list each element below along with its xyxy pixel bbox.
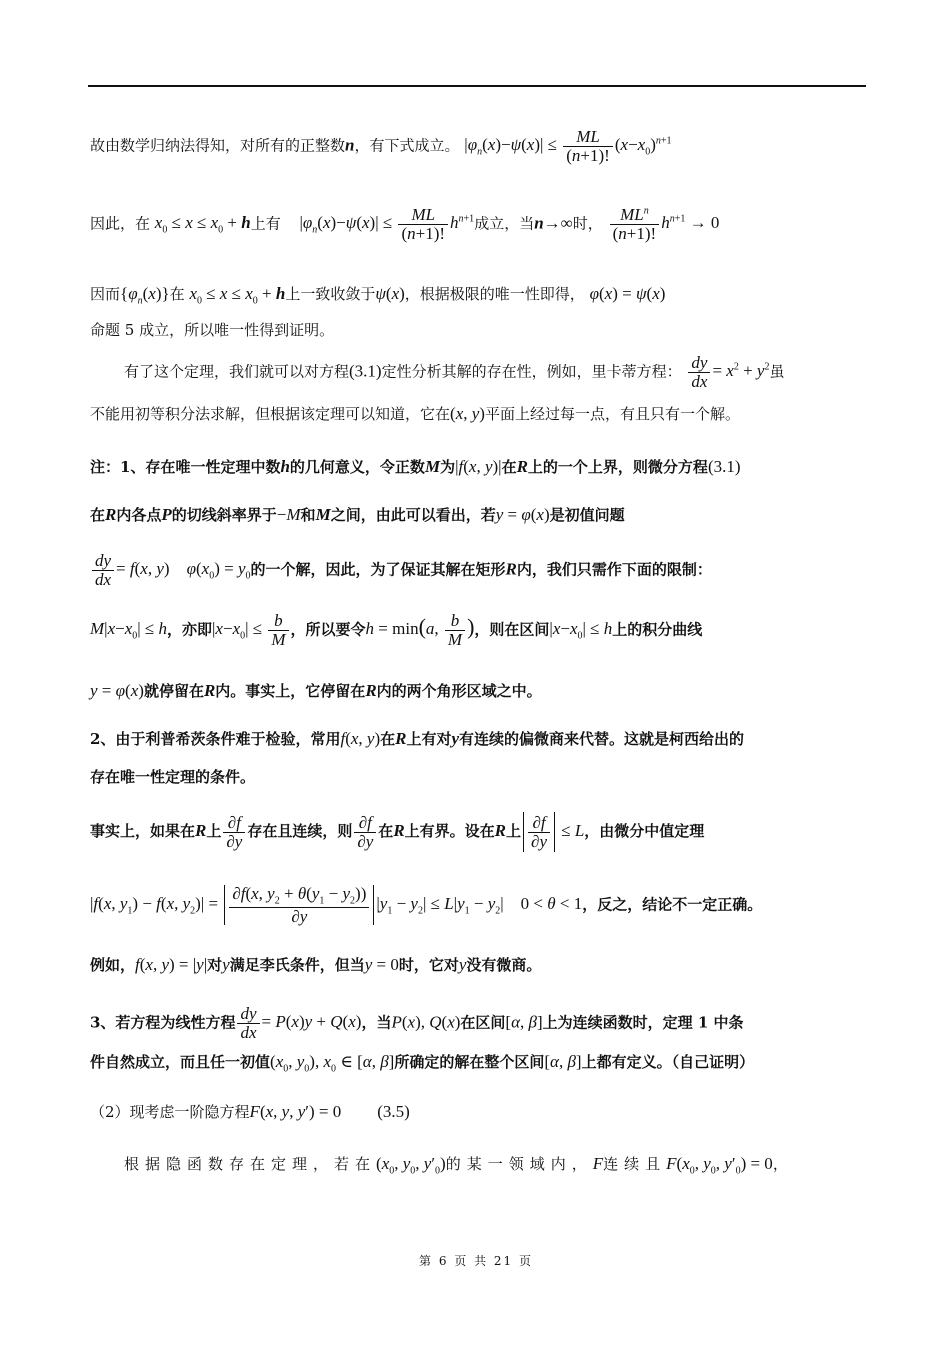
text-span: 的几何意义，令正数 bbox=[289, 458, 425, 476]
text-span: ，当 bbox=[361, 1013, 392, 1032]
text-line-3 bbox=[90, 282, 865, 313]
math-n: n bbox=[345, 135, 355, 155]
text-span: 存在唯一性定理的条件。 bbox=[90, 768, 256, 786]
text-span: 所确定的解在整个区间 bbox=[394, 1053, 545, 1071]
text-span: 根据隐函数存在定理，若在 bbox=[124, 1155, 377, 1173]
note-line-5: y = φ(x)就停留在R内。事实上，它停留在R内的两个角形区域之中。 bbox=[90, 681, 542, 700]
text-span: （2）现考虑一阶隐方程 bbox=[90, 1103, 250, 1121]
text-span: 件自然成立，而且任一初值 bbox=[90, 1053, 271, 1071]
text-span: ，由微分中值定理 bbox=[584, 821, 705, 840]
fact-line: 事实上，如果在R上 $\frac{\partial f}{\partial y}$ 存在且连续，则 $\frac{\partial f}{\partial y}$ 在R上有界。设在R上 $\frac{\partial f}{\partial y}$ ≤ L，由微分中值定理 bbox=[90, 812, 705, 851]
text-span: 对 bbox=[207, 956, 223, 974]
text-span: 是初值问题 bbox=[549, 506, 625, 524]
math-bound-formula: $|\varphi_n(x)-\psi(x)|$ ≤ $\frac{ML}{(n+1)!}$ $(x-x_0)^{n+1}$ bbox=[464, 127, 672, 165]
text-span: 命题 5 成立，所以唯一性得到证明。 bbox=[90, 321, 335, 339]
text-span: 上有界。设在 bbox=[404, 821, 495, 840]
text-span: 在 bbox=[380, 730, 396, 748]
text-span: 因而 bbox=[90, 285, 121, 303]
text-line-last: 根据隐函数存在定理，若在($x_0$, $y_0$, $y'_0$)的某一领域内，F连续且$F(x_0$, $y_0$, $y'_0) = 0$， bbox=[124, 1154, 794, 1177]
math-interval: $x_0 \le x \le x_0 + h$ bbox=[154, 213, 251, 236]
text-line-4 bbox=[90, 318, 865, 342]
equation-ref: (3.1) bbox=[349, 361, 382, 381]
text-span: 内。事实上，它停留在 bbox=[215, 682, 366, 700]
text-span: 虽 bbox=[769, 362, 785, 381]
text-span: 上 bbox=[506, 821, 522, 840]
text-span: 上一致收敛于 bbox=[285, 285, 376, 303]
note-line-4: $M|x-x_0| \le h$，亦即$|x-x_0|$ ≤ $\frac{b}{M}$ ，所以要令h = min(a, $\frac{b}{M}$ )，则在区间$|x-x_0| \le h$上的积分曲线 bbox=[90, 611, 703, 649]
text-span: 内各点 bbox=[116, 506, 162, 524]
text-span: 上有对 bbox=[406, 730, 452, 748]
text-span: 定性分析其解的存在性，例如，里卡蒂方程： bbox=[381, 362, 682, 381]
text-span: 上都有定义。（自己证明） bbox=[581, 1053, 755, 1071]
math-psi: ψ(x) bbox=[375, 284, 405, 303]
text-span: ，所以要令 bbox=[290, 620, 366, 639]
text-span: 在 bbox=[90, 506, 106, 524]
text-span: 成立，当 bbox=[474, 214, 535, 233]
text-span: ，有下式成立。 bbox=[354, 136, 460, 155]
text-span: 因此，在 bbox=[90, 214, 151, 233]
text-span: 不能用初等积分法求解，但根据该定理可以知道，它在 bbox=[90, 405, 451, 423]
mean-value-line: |f(x, $y_1) - f(x$, $y_2)|$ = $\frac{\partial f(x, y_2 + \theta(y_1 - y_2))}{\partial y}$ $|y_1 - y_2| \le L|y_1 - y_2|$ 0 < θ < 1，反之，结论不一定正确。 bbox=[90, 884, 763, 926]
text-span: ，反之，结论不一定正确。 bbox=[582, 895, 763, 914]
math-xy: (x, y) bbox=[450, 404, 485, 423]
page-footer: 第 6 页 共 21 页 bbox=[419, 1254, 533, 1268]
text-span: 在 bbox=[378, 821, 394, 840]
point-3-line-1: 3、若方程为线性方程 $\frac{dy}{dx}$ = P(x)y + Q(x)，当P(x), Q(x)在区间[α, β]上为连续函数时，定理 1 中条 bbox=[90, 1004, 744, 1042]
text-span: 和 bbox=[300, 506, 316, 524]
math-ivp: $\frac{dy}{dx}$ = f(x, y) $\varphi(x_0) = y_0$ bbox=[90, 559, 250, 578]
text-span: ， bbox=[772, 1155, 794, 1173]
text-span: 事实上，如果在 bbox=[90, 821, 196, 840]
implicit-line: （2）现考虑一阶隐方程F(x, y, y′) = 0 (3.5) bbox=[90, 1102, 410, 1121]
note-line-2: 在R内各点P的切线斜率界于−M和M之间，由此可以看出，若y = φ(x)是初值问题 bbox=[90, 505, 625, 524]
text-span: ，亦即 bbox=[167, 620, 213, 639]
text-span: 内，我们只需作下面的限制： bbox=[516, 560, 712, 579]
text-span: 时，它对 bbox=[398, 956, 459, 974]
text-span: 没有微商。 bbox=[466, 956, 542, 974]
text-span: 有了这个定理，我们就可以对方程 bbox=[124, 362, 350, 381]
text-span: 满足李氏条件，但当 bbox=[229, 956, 365, 974]
math-interval-3: $x_0 \le x \le x_0 + h$ bbox=[189, 284, 286, 307]
text-line-5 bbox=[124, 354, 864, 391]
text-span: 之间，由此可以看出，若 bbox=[330, 506, 496, 524]
point-2-line-1: 2、由于利普希茨条件难于检验，常用f(x, y)在R上有对y有连续的偏微商来代替。这就是柯西给出的 bbox=[90, 729, 745, 748]
point-3-line-2: 件自然成立，而且任一初值($x_0$, $y_0$), $x_0$ ∈ [α, β]所确定的解在整个区间[α, β]上都有定义。（自己证明） bbox=[90, 1052, 755, 1075]
text-span: 3、若方程为线性方程 bbox=[90, 1013, 236, 1032]
text-line-6 bbox=[90, 402, 865, 426]
text-line-2 bbox=[90, 206, 865, 243]
text-span: 内的两个角形区域之中。 bbox=[376, 682, 542, 700]
math-sequence: $\{\varphi_n(x)\}$ bbox=[120, 284, 170, 307]
text-span: 上的积分曲线 bbox=[612, 620, 703, 639]
math-riccati: $\frac{dy}{dx}$ = $x^2 + y^2$ bbox=[686, 361, 769, 380]
text-span: 在 bbox=[169, 285, 185, 303]
text-span: 存在且连续，则 bbox=[247, 821, 353, 840]
text-span: 的一个解，因此，为了保证其解在矩形 bbox=[250, 560, 506, 579]
text-span: 上 bbox=[206, 821, 222, 840]
text-span: ，则在区间 bbox=[474, 620, 550, 639]
text-span: 有连续的偏微商来代替。这就是柯西给出的 bbox=[459, 730, 745, 748]
text-line-1 bbox=[90, 128, 865, 165]
text-span: 上为连续函数时，定理 1 中条 bbox=[542, 1013, 744, 1032]
math-bound-2: $|\varphi_n(x)-\psi(x)|$ ≤ $\frac{ML}{(n+1)!}$ $h^{n+1}$ bbox=[299, 205, 475, 243]
note-line-3: $\frac{dy}{dx}$ = f(x, y) $\varphi(x_0) = y_0$的一个解，因此，为了保证其解在矩形R内，我们只需作下面的限制： bbox=[90, 552, 865, 589]
text-span: 在 bbox=[501, 458, 517, 476]
example-line: 例如，f(x, y) = |y|对y满足李氏条件，但当y = 0时，它对y没有微商。 bbox=[90, 955, 542, 974]
text-span: 2、由于利普希茨条件难于检验，常用 bbox=[90, 730, 341, 748]
text-span: 时， bbox=[572, 214, 603, 233]
math-equality: φ(x) = ψ(x) bbox=[589, 284, 666, 303]
text-span: 上有 bbox=[250, 214, 281, 233]
text-span: 在区间 bbox=[460, 1013, 506, 1032]
text-span: 连续且 bbox=[603, 1155, 667, 1173]
text-span: 上的一个上界，则微分方程 bbox=[527, 458, 708, 476]
text-span: 的某一领域内， bbox=[445, 1155, 593, 1173]
text-span: 的切线斜率界于 bbox=[171, 506, 277, 524]
text-span: 例如， bbox=[90, 956, 136, 974]
text-span: 为 bbox=[440, 458, 456, 476]
header-rule bbox=[88, 85, 866, 87]
math-limit: n→∞ bbox=[534, 213, 573, 233]
text-span: 故由数学归纳法得知，对所有的正整数 bbox=[90, 136, 346, 155]
point-2-line-2 bbox=[90, 765, 865, 789]
math-limit-expression: $\frac{ML^n}{(n+1)!}$ $h^{n+1} \to 0$ bbox=[608, 213, 720, 232]
text-span: ，根据极限的唯一性即得， bbox=[404, 285, 585, 303]
text-span: 平面上经过每一点，有且只有一个解。 bbox=[484, 405, 740, 423]
text-span: 注：1、存在唯一性定理中数 bbox=[90, 458, 281, 476]
note-line-1: 注：1、存在唯一性定理中数h的几何意义，令正数M为|f(x, y)|在R上的一个上界，则微分方程(3.1) bbox=[90, 457, 741, 476]
equation-ref: (3.5) bbox=[377, 1102, 410, 1121]
text-span: 就停留在 bbox=[143, 682, 204, 700]
